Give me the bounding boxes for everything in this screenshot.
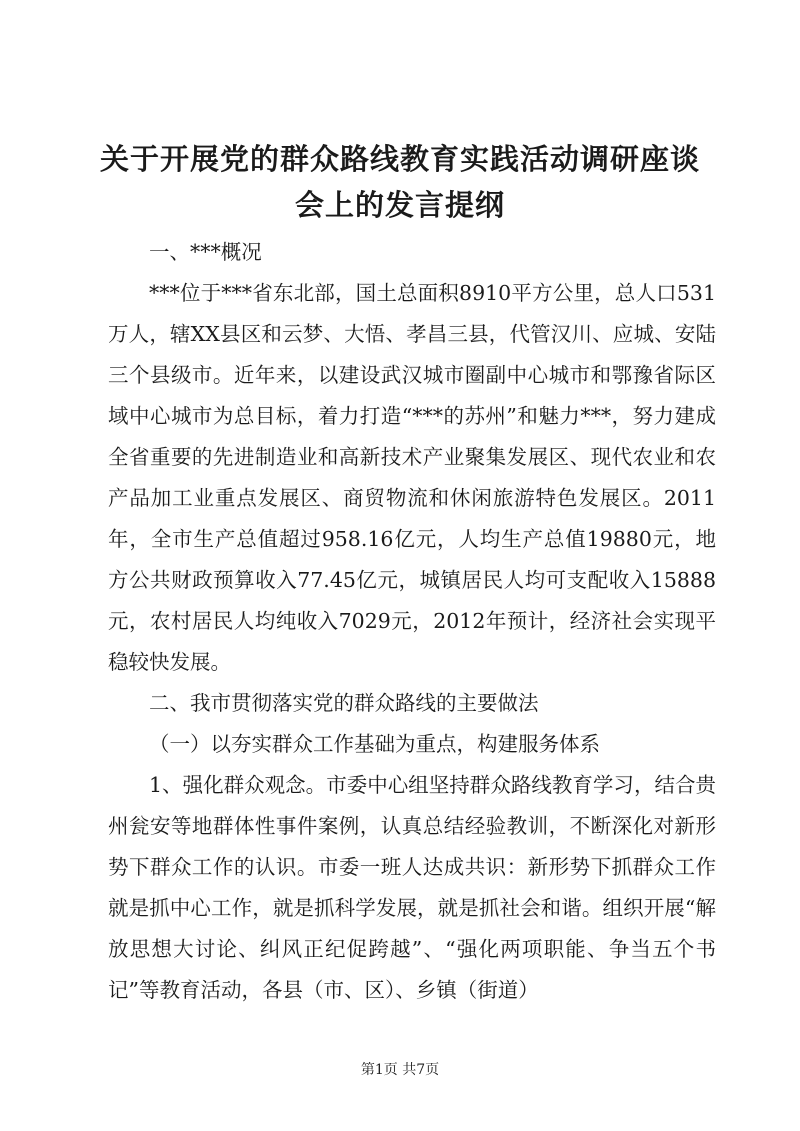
title-line-2: 会上的发言提纲 xyxy=(294,188,505,222)
document-title xyxy=(100,136,700,228)
paragraph-strengthen-awareness: 1、强化群众观念。市委中心组坚持群众路线教育学习，结合贵州瓮安等地群体性事件案例，认真总结经验教训，不断深化对新形势下群众工作的认识。市委一班人达成共识：新形势下抓群众工作就是抓中心工作，就是抓科学发展，就是抓社会和谐。组织开展“解放思想大讨论、纠风正纪促跨越”、“强化两项职能、争当五个书记”等教育活动，各县（市、区）、乡镇（街道） xyxy=(108,773,716,1002)
title-line-1: 关于开展党的群众路线教育实践活动调研座谈 xyxy=(100,142,701,176)
paragraph-overview: ***位于***省东北部，国土总面积8910平方公里，总人口531万人，辖XX县区和云梦、大悟、孝昌三县，代管汉川、应城、安陆三个县级市。近年来，以建设武汉城市圈副中心城市和鄂豫省际区域中心城市为总目标，着力打造“***的苏州”和魅力***，努力建成全省重要的先进制造业和高新技术产业聚集发展区、现代农业和农产品加工业重点发展区、商贸物流和休闲旅游特色发展区。2011年，全市生产总值超过958.16亿元，人均生产总值19880元，地方公共财政预算收入77.45亿元，城镇居民人均可支配收入15888元，农村居民人均纯收入7029元，2012年预计，经济社会实现平稳较快发展。 xyxy=(108,281,716,674)
page-footer: 第1页 共7页 xyxy=(360,1062,440,1078)
section-heading-overview: 一、***概况 xyxy=(149,240,262,264)
subsection-heading-1: （一）以夯实群众工作基础为重点，构建服务体系 xyxy=(149,732,600,756)
document-body xyxy=(108,232,716,1011)
section-heading-practices: 二、我市贯彻落实党的群众路线的主要做法 xyxy=(149,691,539,715)
